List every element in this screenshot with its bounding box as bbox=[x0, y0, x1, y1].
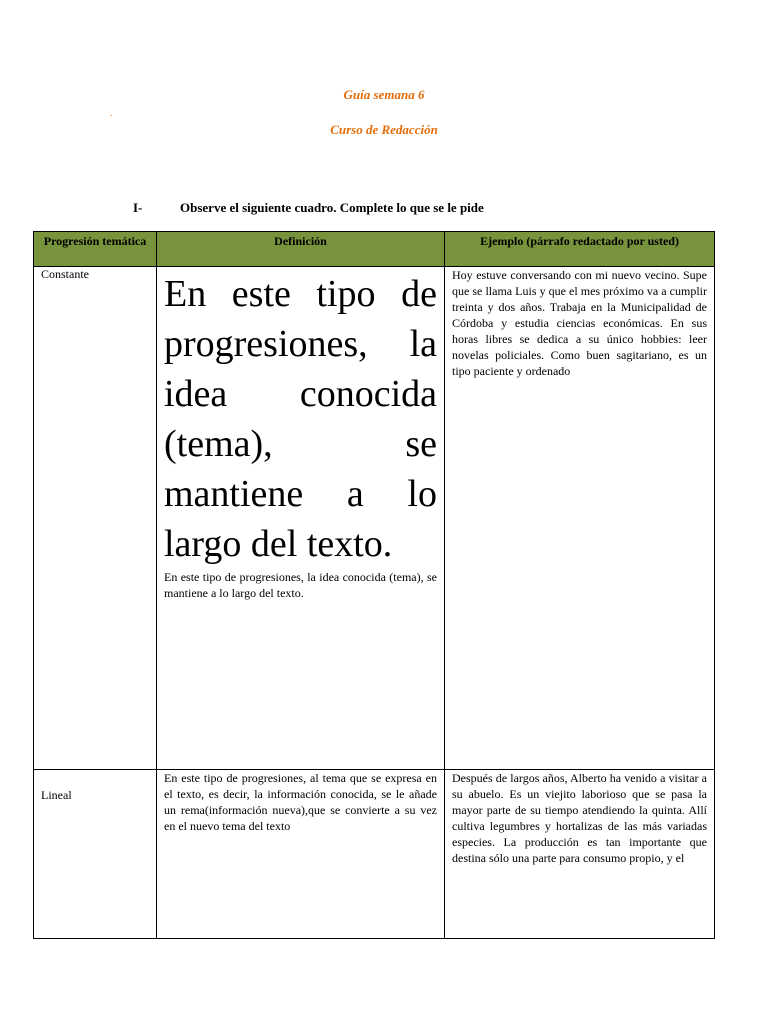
stray-dot: . bbox=[110, 108, 113, 118]
example-cell[interactable] bbox=[445, 770, 715, 939]
example-text: Hoy estuve conversando con mi nuevo vecino. Supe que se llama Luis y que el mes próximo va a cumplir treinta y dos años. Trabaja en la Municipalidad de Córdoba y estudia ciencias económicas. En sus horas libres se dedica a su único hobbies: leer novelas policiales. Como buen sagitariano, es un tipo paciente y ordenado bbox=[452, 268, 707, 378]
example-text: Después de largos años, Alberto ha venido a visitar a su abuelo. Es un viejito laborioso que se pasa la mayor parte de su tiempo atendiendo la quinta. Allí cultiva legumbres y hortalizas de las más variadas especies. La producción es tan importante que destina sólo una parte para consumo propio, y el bbox=[452, 771, 707, 865]
document-subtitle: Curso de Redacción bbox=[330, 122, 438, 137]
definition-cell[interactable] bbox=[157, 267, 445, 770]
header-ejemplo: Ejemplo (párrafo redactado por usted) bbox=[445, 232, 715, 267]
definition-cell[interactable] bbox=[157, 770, 445, 939]
table-header-row bbox=[34, 232, 715, 267]
row-label-constante: Constante bbox=[34, 267, 157, 770]
definition-large-text: En este tipo de progresiones, la idea conocida (tema), se mantiene a lo largo del texto. bbox=[164, 273, 437, 565]
definition-text: En este tipo de progresiones, al tema que se expresa en el texto, es decir, la información conocida, se le añade un rema(información nueva),que se convierte a su vez en el nuevo tema del texto bbox=[164, 771, 437, 833]
instruction-number: I- bbox=[133, 200, 143, 215]
table-row bbox=[34, 267, 715, 770]
definition-small-text: En este tipo de progresiones, la idea conocida (tema), se mantiene a lo largo del texto. bbox=[164, 570, 437, 600]
instruction-text: Observe el siguiente cuadro. Complete lo que se le pide bbox=[180, 200, 484, 215]
header-progresion: Progresión temática bbox=[34, 232, 157, 267]
instruction bbox=[133, 200, 484, 216]
progression-table bbox=[33, 231, 715, 939]
table-row bbox=[34, 770, 715, 939]
document-title: Guía semana 6 bbox=[343, 87, 425, 102]
header-definicion: Definición bbox=[157, 232, 445, 267]
example-cell[interactable] bbox=[445, 267, 715, 770]
row-label-lineal: Lineal bbox=[34, 770, 157, 939]
